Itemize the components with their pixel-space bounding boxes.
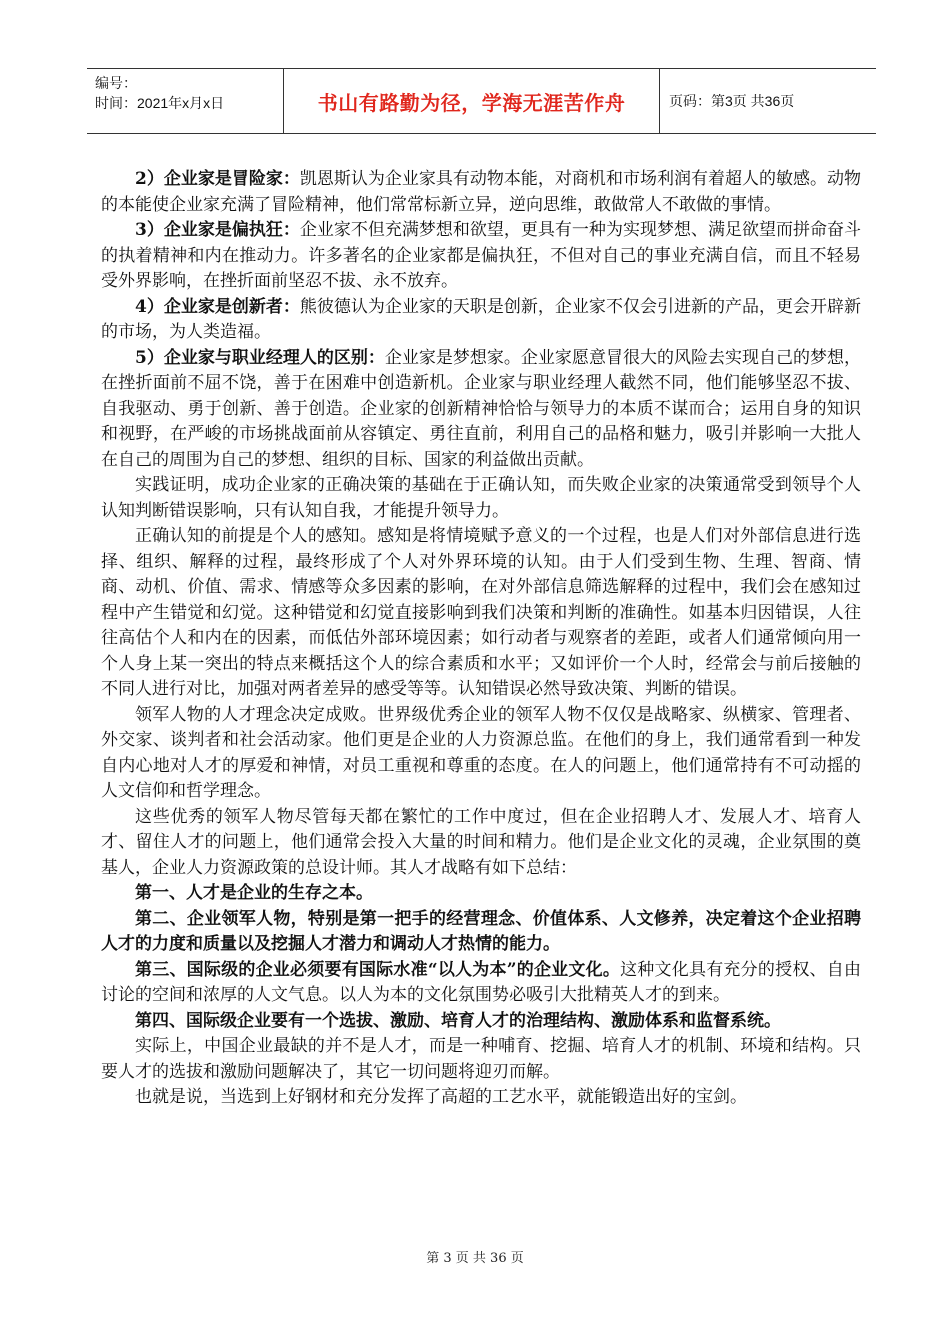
header-motto: 书山有路勤为径，学海无涯苦作舟 [284,69,660,133]
page-header [87,68,876,134]
paragraph [101,1034,861,1085]
paragraph-text: 这些优秀的领军人物尽管每天都在繁忙的工作中度过，但在企业招聘人才、发展人才、培育人才、留住人才的问题上，他们通常会投入大量的时间和精力。他们是企业文化的灵魂，企业氛围的奠基人，企业人力资源政策的总设计师。其人才战略有如下总结： [101,806,861,878]
paragraph-lead: 3）企业家是偏执狂： [135,220,300,240]
paragraph [101,907,861,958]
document-number-label: 编号： [95,75,137,91]
document-time-label: 时间：2021年x月x日 [95,95,225,111]
paragraph [101,1009,861,1035]
page-footer: 第 3 页 共 36 页 [426,1251,524,1266]
paragraph-text: 正确认知的前提是个人的感知。感知是将情境赋予意义的一个过程，也是人们对外部信息进行选择、组织、解释的过程，最终形成了个人对外界环境的认知。由于人们受到生物、生理、智商、情商、动机、价值、需求、情感等众多因素的影响，在对外部信息筛选解释的过程中，我们会在感知过程中产生错觉和幻觉。这种错觉和幻觉直接影响到我们决策和判断的准确性。如基本归因错误，人往往高估个人和内在的因素，而低估外部环境因素；如行动者与观察者的差距，或者人们通常倾向用一个人身上某一突出的特点来概括这个人的综合素质和水平；又如评价一个人时，经常会与前后接触的不同人进行对比，加强对两者差异的感受等等。认知错误必然导致决策、判断的错误。 [101,526,861,699]
paragraph-lead: 第二、企业领军人物，特别是第一把手的经营理念、价值体系、人文修养，决定着这个企业招聘人才的力度和质量以及挖掘人才潜力和调动人才热情的能力。 [101,908,861,954]
paragraph-text: 这种文化具有充分的授权、自由讨论的空间和浓厚的人文气息。以人为本的文化氛围势必吸引大批精英人才的到来。 [101,959,861,1005]
header-page-label: 页码：第3页 共36页 [669,93,795,109]
paragraph [101,805,861,882]
header-info-cell [87,69,284,133]
paragraph-text: 实践证明，成功企业家的正确决策的基础在于正确认知，而失败企业家的决策通常受到领导个人认知判断错误影响，只有认知自我，才能提升领导力。 [101,475,861,521]
paragraph-text: 企业家不但充满梦想和欲望，更具有一种为实现梦想、满足欲望而拼命奋斗的执着精神和内在推动力。许多著名的企业家都是偏执狂，不但对自己的事业充满自信，而且不轻易受外界影响，在挫折面前坚忍不拔、永不放弃。 [101,220,861,291]
paragraph-text: 凯恩斯认为企业家具有动物本能，对商机和市场利润有着超人的敏感。动物的本能使企业家充满了冒险精神，他们常常标新立异，逆向思维，敢做常人不敢做的事情。 [101,169,861,215]
paragraph-lead: 第一、人才是企业的生存之本。 [135,883,373,903]
paragraph [101,218,861,295]
paragraph-text: 企业家是梦想家。企业家愿意冒很大的风险去实现自己的梦想，在挫折面前不屈不饶，善于在困难中创造新机。企业家与职业经理人截然不同，他们能够坚忍不拔、自我驱动、勇于创新、善于创造。企业家的创新精神恰恰与领导力的本质不谋而合；运用自身的知识和视野，在严峻的市场挑战面前从容镇定、勇往直前，利用自己的品格和魅力，吸引并影响一大批人在自己的周围为自己的梦想、组织的目标、国家的利益做出贡献。 [101,347,861,470]
paragraph-lead: 4）企业家是创新者： [135,296,300,317]
paragraph [101,881,861,907]
paragraph [101,473,861,524]
body-text [101,167,861,1111]
paragraph-lead: 第三、国际级的企业必须要有国际水准“以人为本”的企业文化。 [135,959,621,980]
paragraph [101,958,861,1009]
paragraph-text: 领军人物的人才理念决定成败。世界级优秀企业的领军人物不仅仅是战略家、纵横家、管理者、外交家、谈判者和社会活动家。他们更是企业的人力资源总监。在他们的身上，我们通常看到一种发自内心地对人才的厚爱和神情，对员工重视和尊重的态度。在人的问题上，他们通常持有不可动摇的人文信仰和哲学理念。 [101,704,861,801]
paragraph-text: 也就是说，当选到上好钢材和充分发挥了高超的工艺水平，就能锻造出好的宝剑。 [135,1087,747,1107]
paragraph [101,703,861,805]
paragraph-text: 实际上，中国企业最缺的并不是人才，而是一种哺育、挖掘、培育人才的机制、环境和结构。只要人才的选拔和激励问题解决了，其它一切问题将迎刃而解。 [101,1036,861,1082]
paragraph-lead: 第四、国际级企业要有一个选拔、激励、培育人才的治理结构、激励体系和监督系统。 [135,1010,781,1031]
paragraph-text: 熊彼德认为企业家的天职是创新，企业家不仅会引进新的产品，更会开辟新的市场，为人类造福。 [101,296,861,342]
paragraph [101,167,861,218]
paragraph [101,1085,861,1111]
paragraph [101,295,861,346]
paragraph [101,346,861,474]
paragraph-lead: 5）企业家与职业经理人的区别： [135,347,385,368]
paragraph [101,524,861,703]
paragraph-lead: 2）企业家是冒险家： [135,169,300,189]
